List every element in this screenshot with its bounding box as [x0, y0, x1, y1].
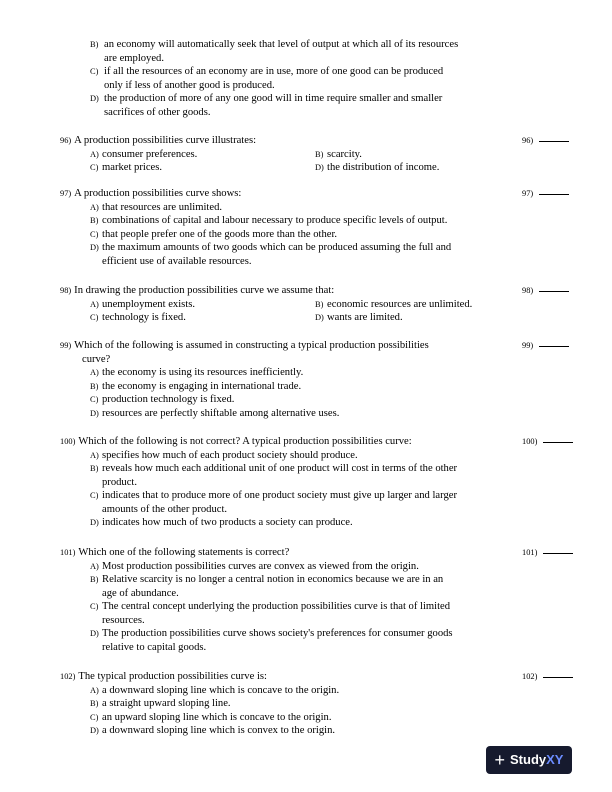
- badge-prefix: Study: [510, 752, 547, 768]
- option-d: D) resources are perfectly shiftable among alternative uses.: [90, 407, 340, 419]
- question-stem: 101) Which one of the following statements is correct?: [60, 547, 290, 558]
- option-b: B) scarcity.: [315, 148, 362, 160]
- answer-blank-97[interactable]: 97): [522, 187, 569, 201]
- answer-blank-98[interactable]: 98): [522, 284, 569, 298]
- question-100: [60, 435, 520, 530]
- option-b: B) the economy is engaging in international trade.: [90, 380, 302, 392]
- answer-blank-96[interactable]: 96): [522, 134, 569, 148]
- option-c: C) if all the resources of an economy are in use, more of one good can be produced only if less of another good is produced.: [90, 66, 444, 91]
- option-c: C) indicates that to produce more of one product society must give up larger and larger amounts of the other product.: [90, 490, 457, 515]
- option-c: C) technology is fixed.: [90, 312, 186, 323]
- question-stem: 97) A production possibilities curve shows:: [60, 188, 242, 199]
- option-a: A) Most production possibilities curves are convex as viewed from the origin.: [90, 560, 419, 572]
- option-a: A) unemployment exists.: [90, 298, 195, 310]
- option-d: D) the maximum amounts of two goods which can be produced assuming the full and efficient use of available resources.: [90, 242, 452, 267]
- option-b: B) Relative scarcity is no longer a central notion in economics because we are in an age of abundance.: [90, 574, 444, 599]
- option-d: D) wants are limited.: [315, 312, 403, 323]
- option-d: D) The production possibilities curve shows society's preferences for consumer goods relative to capital goods.: [90, 628, 453, 653]
- question-97: [60, 187, 520, 268]
- option-b: B) combinations of capital and labour necessary to produce specific levels of output.: [90, 215, 448, 226]
- question-stem: 96) A production possibilities curve illustrates:: [60, 135, 257, 146]
- option-a: A) a downward sloping line which is concave to the origin.: [90, 684, 340, 696]
- plus-icon: +: [494, 750, 506, 770]
- option-c: C) that people prefer one of the goods more than the other.: [90, 228, 338, 240]
- option-a: A) consumer preferences.: [90, 148, 198, 160]
- question-stem: 98) In drawing the production possibilities curve we assume that:: [60, 285, 335, 296]
- answer-blank-102[interactable]: 102): [522, 670, 573, 684]
- previous-question-options: [90, 38, 510, 119]
- answer-blank-101[interactable]: 101): [522, 546, 573, 560]
- answer-blank-99[interactable]: 99): [522, 339, 569, 353]
- studyxy-logo-badge[interactable]: [486, 746, 572, 774]
- option-d: D) a downward sloping line which is convex to the origin.: [90, 725, 336, 736]
- option-c: C) production technology is fixed.: [90, 394, 235, 405]
- question-stem: 100) Which of the following is not correct? A typical production possibilities curve:: [60, 436, 412, 447]
- question-stem: 102) The typical production possibilities curve is:: [60, 671, 267, 682]
- option-c: C) The central concept underlying the production possibilities curve is that of limited resources.: [90, 601, 451, 626]
- option-a: A) the economy is using its resources inefficiently.: [90, 367, 304, 378]
- option-d: D) indicates how much of two products a society can produce.: [90, 517, 353, 528]
- question-102: [60, 670, 520, 738]
- question-96: [60, 134, 520, 175]
- option-d: D) the production of more of any one good will in time require smaller and smaller sacrifices of other goods.: [90, 93, 443, 118]
- question-stem: 99) Which of the following is assumed in constructing a typical production possibilities curve?: [60, 340, 429, 365]
- question-98: [60, 284, 520, 325]
- option-a: A) specifies how much of each product society should produce.: [90, 449, 358, 461]
- option-b: B) reveals how much each additional unit of one product will cost in terms of the other product.: [90, 463, 458, 488]
- option-b: B) economic resources are unlimited.: [315, 298, 473, 310]
- question-101: [60, 546, 520, 654]
- option-c: C) an upward sloping line which is concave to the origin.: [90, 711, 332, 723]
- question-99: [60, 339, 520, 420]
- option-c: C) market prices.: [90, 162, 163, 173]
- option-b: B) an economy will automatically seek that level of output at which all of its resources are employed.: [90, 39, 459, 64]
- option-d: D) the distribution of income.: [315, 162, 440, 173]
- badge-suffix: XY: [546, 752, 564, 768]
- option-a: A) that resources are unlimited.: [90, 201, 223, 213]
- answer-blank-100[interactable]: 100): [522, 435, 573, 449]
- option-b: B) a straight upward sloping line.: [90, 698, 231, 709]
